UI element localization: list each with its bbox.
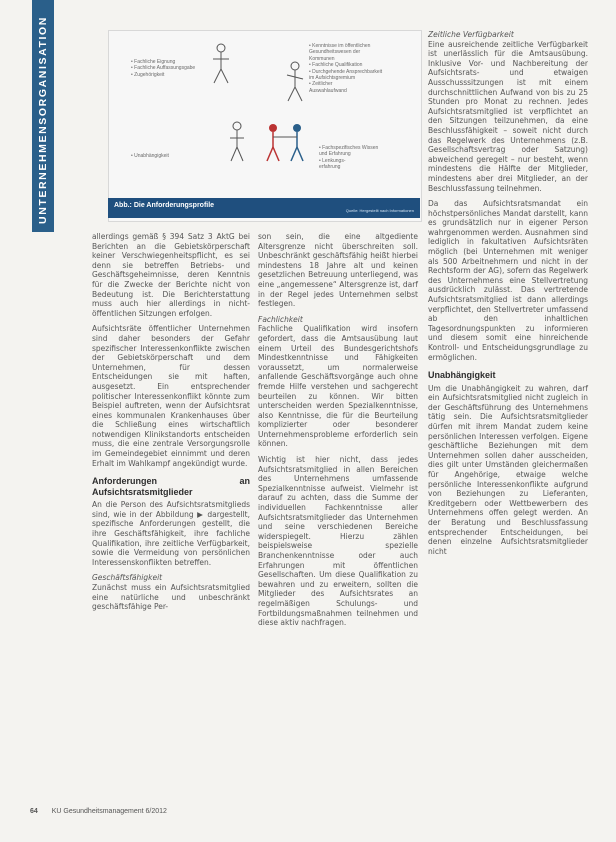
figure-requirements (108, 30, 422, 222)
figure-label-bottom-right: • Fachspezifisches Wissen und Erfahrung • Lenkungs- erfahrung (319, 145, 379, 171)
text-column-3 (428, 30, 588, 562)
figure-group-icon (263, 123, 309, 163)
figure-label-bottom-left: • Unabhängigkeit (131, 153, 169, 159)
page-number: 64 (30, 808, 38, 815)
figure-caption-bar (108, 198, 420, 218)
subsection-label: Geschäftsfähigkeit (92, 573, 163, 583)
text-column-1 (92, 232, 250, 618)
paragraph: Zunächst muss ein Aufsichtsratsmitglied eine natürliche und unbeschränkt geschäftsfähige Per- (92, 583, 250, 612)
subsection-label: Zeitliche Verfügbarkeit (428, 30, 514, 39)
text-column-2 (258, 232, 418, 634)
figure-person-icon (285, 61, 305, 103)
paragraph: allerdings gemäß § 394 Satz 3 AktG bei Berichten an die Gebietskörperschaft keiner Verschwiegenheitspflicht, es sei denn sie betreffen Betriebs- und Geschäftsgeheimnisse, deren Kenntnis für die Zwecke der Berichte nicht von Bedeutung ist. Die Berichterstattung muss auch hier allerdings in nicht-öffentlichen Sitzungen erfolgen. (92, 232, 250, 318)
paragraph: Fachliche Qualifikation wird insofern gefordert, dass die Amtsausübung laut einem Urteil des Bundesgerichtshofs Mindestkenntnisse und Fähigkeiten voraussetzt, um normalerweise anfallende Geschäftsvorgänge auch ohne fremde Hilfe verstehen und sachgerecht beurteilen zu können. Wir bitten unterscheiden werden Spezialkenntnisse, also Kenntnisse, die für die Beurteilung komplizierter oder besonderer Unternehmensprobleme erforderlich sein können. (258, 324, 418, 449)
figure-person-icon (227, 121, 247, 163)
figure-label-top-right: • Kenntnisse im öffentlichen Gesundheitswesen der Kommunen • Fachliche Qualifikation • Durchgehende Ansprechbarkeit im Aufsichtsgremium • Zeitlicher Auswahlaufwand (309, 43, 383, 94)
subsection-label: Fachlichkeit (258, 314, 303, 324)
section-heading: Anforderungen an Aufsichtsratsmitglieder (92, 476, 250, 497)
figure-source: Quelle: Hergestellt nach Informationen (345, 208, 414, 213)
figure-person-icon (211, 43, 231, 85)
paragraph: Da das Aufsichtsratsmandat ein höchstpersönliches Mandat darstellt, kann es grundsätzlich nur in eigener Person wahrgenommen werden. Ausnahmen sind lediglich in fakultativen Aufsichtsräten möglich (bei Unternehmen mit weniger als 500 Arbeitnehmern und nicht in der Rechtsform der AG), sofern das Regelwerk des Unternehmens eine Stellvertretung ausdrücklich zulässt. Das vertretende Aufsichtsratsmitglied ist dann allerdings verpflichtet, den Stellvertreter umfassend ab den inhaltlichen Tagesordnungspunkten zu informieren und diesem somit eine hinreichende Kontroll- und Entscheidungsgrundlage zu ermöglichen. (428, 199, 588, 362)
figure-label-top-left: • Fachliche Eignung • Fachliche Auffassungsgabe • Zugehörigkeit (131, 59, 196, 78)
paragraph: son sein, die eine altgediente Altersgrenze nicht überschreiten soll. Unbeschränkt geschäftsfähig heißt hierbei mindestens 18 Jahre alt und keinen gesetzlichen Betreuung unterliegend, was eine „angemessene“ Altersgrenze ist, darf in der Regel jedes Unternehmen selbst festlegen. (258, 232, 418, 309)
paragraph: Wichtig ist hier nicht, dass jedes Aufsichtsratsmitglied in allen Bereichen des Unternehmens umfassende Spezialkenntnisse aufweist. Vielmehr ist darauf zu achten, dass die Summe der individuellen Fachkenntnisse aller Aufsichtsratsmitglieder das Unternehmen und seine verschiedenen Bereiche widerspiegelt. Hierzu zählen beispielsweise spezielle Branchenkenntnisse oder auch Erfahrungen mit öffentlichen Gesellschaften. Um diese Qualifikation zu bewahren und zu erweitern, sollten die Mitglieder des Aufsichtsrates an regelmäßigen Schulungs- und Fortbildungsmaßnahmen teilnehmen und diese aktiv nachfragen. (258, 455, 418, 628)
section-heading: Unabhängigkeit (428, 370, 496, 381)
page-footer (30, 808, 167, 815)
paragraph: Aufsichtsräte öffentlicher Unternehmen sind daher besonders der Gefahr spezifischer Interessenkonflikte zwischen der Gebietskörperschaft und dem Unternehmen, für dessen Entscheidungen sie mit haften, ausgesetzt. Ein entsprechender politischer Interessenkonflikt könnte zum Beispiel auftreten, wenn der Aufsichtsrat eines kommunalen Krankenhauses über die Schließung eines wirtschaftlich notwendigen Klinikstandorts entscheiden muss, die eine zentrale Versorgungsrolle im Gemeindegebiet einnimmt und deren Erhalt im Wahlkampf angekündigt wurde. (92, 324, 250, 468)
paragraph: An die Person des Aufsichtsratsmitglieds sind, wie in der Abbildung ▶ dargestellt, spezifische Anforderungen gestellt, die ihre Geschäftsfähigkeit, ihre fachliche Qualifikation, ihre zeitliche Verfügbarkeit, sowie die Vermeidung von persönlichen Interessenskonflikten betreffen. (92, 500, 250, 567)
paragraph: Eine ausreichende zeitliche Verfügbarkeit ist unerlässlich für die Amtsausübung. Inklusive Vor- und Nachbereitung der Aufsichtsrats- und etwaigen Ausschusssitzungen ist mit einem durchschnittlichen Aufwand von bis zu 25 Stunden pro Monat zu rechnen. Jedes Aufsichtsratsmitglied ist verpflichtet an den Sitzungen teilzunehmen, da eine Beschlussfähigkeit – soweit nicht durch das Regelwerk des Unternehmens (z.B. Gesellschaftsvertrag oder Satzung) abweichend geregelt – nur besteht, wenn mindestens die Hälfte der Mitglieder, mindestens aber drei Mitglieder, an der Beschlussfassung teilnehmen. (428, 39, 588, 193)
section-label: UNTERNEHMENSORGANISATION (37, 16, 49, 224)
publication-name: KU Gesundheitsmanagement 6/2012 (51, 808, 167, 815)
section-sidebar (32, 0, 54, 232)
paragraph: Um die Unabhängigkeit zu wahren, darf ein Aufsichtsratsmitglied nicht zugleich in der Geschäftsführung des Unternehmens tätig sein. Die Aufsichtsratsmitglieder dürfen mit ihrem Mandat zudem keine persönlichen Interessen verfolgen. Eigene geschäftliche Beziehungen mit dem Unternehmen sollen daher ausscheiden, dies gilt unter Umständen gleichermaßen für Angehörige, etwaige welche persönliche Interessenkonflikte aufgrund von Beziehungen zu Lieferanten, Kreditgebern oder Wettbewerbern des Unternehmens offen gelegt werden. An der Beratung und Beschlussfassung entsprechender Entscheidungen, bei denen einzelne Aufsichtsratsmitglieder nicht (428, 383, 588, 556)
figure-title: Abb.: Die Anforderungsprofile (114, 202, 215, 209)
